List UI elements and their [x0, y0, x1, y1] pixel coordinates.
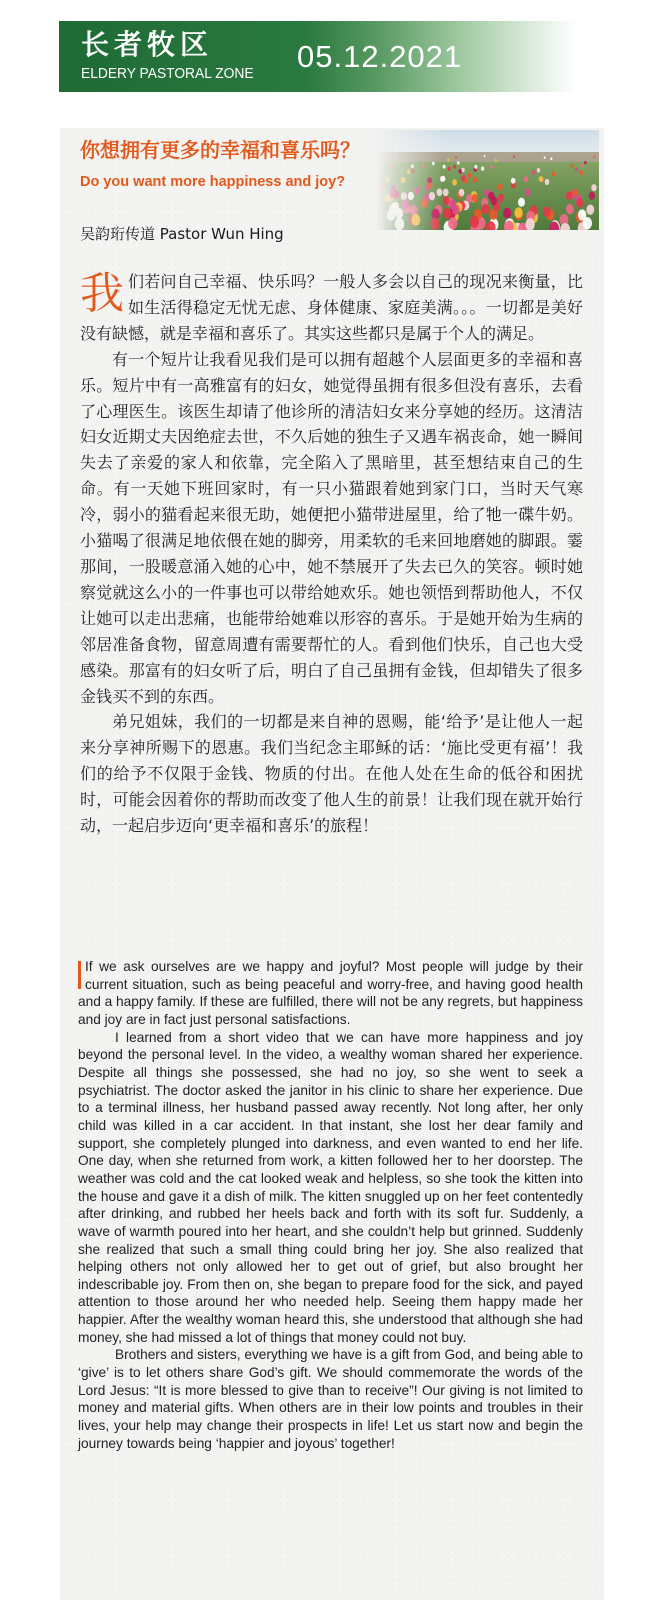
- en-paragraph: I learned from a short video that we can have more happiness and joy beyond the personal level. In the video, a wealthy woman shared her experience. Despite all things she possessed, she had no joy, so she went to seek a psychiatrist. The doctor asked the janitor in his clinic to share her experience. Due to a terminal illness, her husband passed away recently. Not long after, her only child was killed in a car accident. In that instant, she lost her dear family and support, she completely plunged into darkness, and even wanted to end her life. One day, when she returned from work, a kitten followed her to her doorstep. The weather was cold and the cat looked weak and helpless, so she took the kitten into the house and gave it a dish of milk. The kitten snuggled up on her feet contentedly after drinking, and rubbed her heels back and forth with its soft fur. Suddenly, a wave of warmth poured into her heart, and she couldn’t help but grinned. Suddenly she realized that such a small thing could bring her joy. She also realized that helping others not only allowed her to get out of grief, but also brought her indescribable joy. From then on, she began to prepare food for the sick, and payed attention to those around her who needed help. Seeing them happy made her happier. After the wealthy woman heard this, she understood that although she had money, she had missed a lot of things that money could not buy.: [78, 1029, 583, 1345]
- section-title-en: ELDERY PASTORAL ZONE: [81, 65, 254, 82]
- cn-paragraph: 有一个短片让我看见我们是可以拥有超越个人层面更多的幸福和喜乐。短片中有一高雅富有的妇女，她觉得虽拥有很多但没有喜乐，去看了心理医生。该医生却请了他诊所的清洁妇女来分享她的经历。这清洁妇女近期丈夫因绝症去世，不久后她的独生子又遇车祸丧命，她一瞬间失去了亲爱的家人和依靠，完全陷入了黑暗里，甚至想结束自己的生命。有一天她下班回家时，有一只小猫跟着她到家门口，当时天气寒冷，弱小的猫看起来很无助，她便把小猫带进屋里，给了牠一碟牛奶。小猫喝了很满足地依偎在她的脚旁，用柔软的毛来回地磨她的脚跟。霎那间，一股暖意涌入她的心中，她不禁展开了失去已久的笑容。顿时她察觉就这么小的一件事也可以带给她欢乐。她也领悟到帮助他人，不仅让她可以走出悲痛，也能带给她难以形容的喜乐。于是她开始为生病的邻居准备食物，留意周遭有需要帮忙的人。看到他们快乐，自己也大受感染。那富有的妇女听了后，明白了自己虽拥有金钱，但却错失了很多金钱买不到的东西。: [80, 349, 583, 706]
- section-title-cn: 长者牧区: [81, 28, 214, 61]
- drop-cap-bar: [78, 961, 81, 989]
- en-paragraph-text: If we ask ourselves are we happy and joyful? Most people will judge by their current situation, such as being peaceful and worry-free, and having good health and a happy family. If these are fulfilled, there will not be any regrets, but happiness and joy are in fact just personal satisfactions.: [78, 959, 583, 1027]
- cn-paragraph: 弟兄姐妹，我们的一切都是来自神的恩赐，能‘给予’是让他人一起来分享神所赐下的恩惠。我们当纪念主耶稣的话：‘施比受更有福’！我们的给予不仅限于金钱、物质的付出。在他人处在生命的低谷和困扰时，可能会因着你的帮助而改变了他人生的前景！让我们现在就开始行动，一起启步迈向‘更幸福和喜乐’的旅程！: [80, 712, 583, 836]
- cn-paragraph-text: 们若问自己幸福、快乐吗？一般人多会以自己的现况来衡量，比如生活得稳定无忧无虑、身体健康、家庭美满。。。一切都是美好没有缺憾，就是幸福和喜乐了。其实这些都只是属于个人的满足。: [80, 272, 583, 343]
- en-paragraph: Brothers and sisters, everything we have is a gift from God, and being able to ‘give’ is to let others share God’s gift. We should commemorate the words of the Lord Jesus: “It is more blessed to give than to receive”! Our giving is not limited to money and material gifts. When others are in their low points and troubles in their lives, your help may change their prospects in life! Let us start now and begin the journey towards being ‘happier and joyous’ together!: [78, 1347, 583, 1451]
- article-title-cn: 你想拥有更多的幸福和喜乐吗？: [80, 138, 360, 162]
- en-paragraph: [78, 958, 583, 1029]
- section-banner: [59, 21, 575, 92]
- tulip-field-image: [376, 130, 599, 230]
- article-body-cn: [80, 269, 583, 839]
- issue-date: 05.12.2021: [297, 39, 463, 74]
- article-title-en: Do you want more happiness and joy?: [80, 174, 346, 190]
- drop-cap: 我: [80, 268, 124, 319]
- article-body-en: [78, 958, 583, 1452]
- cn-paragraph: [80, 269, 583, 347]
- author-byline: 吴韵珩传道 Pastor Wun Hing: [80, 225, 284, 243]
